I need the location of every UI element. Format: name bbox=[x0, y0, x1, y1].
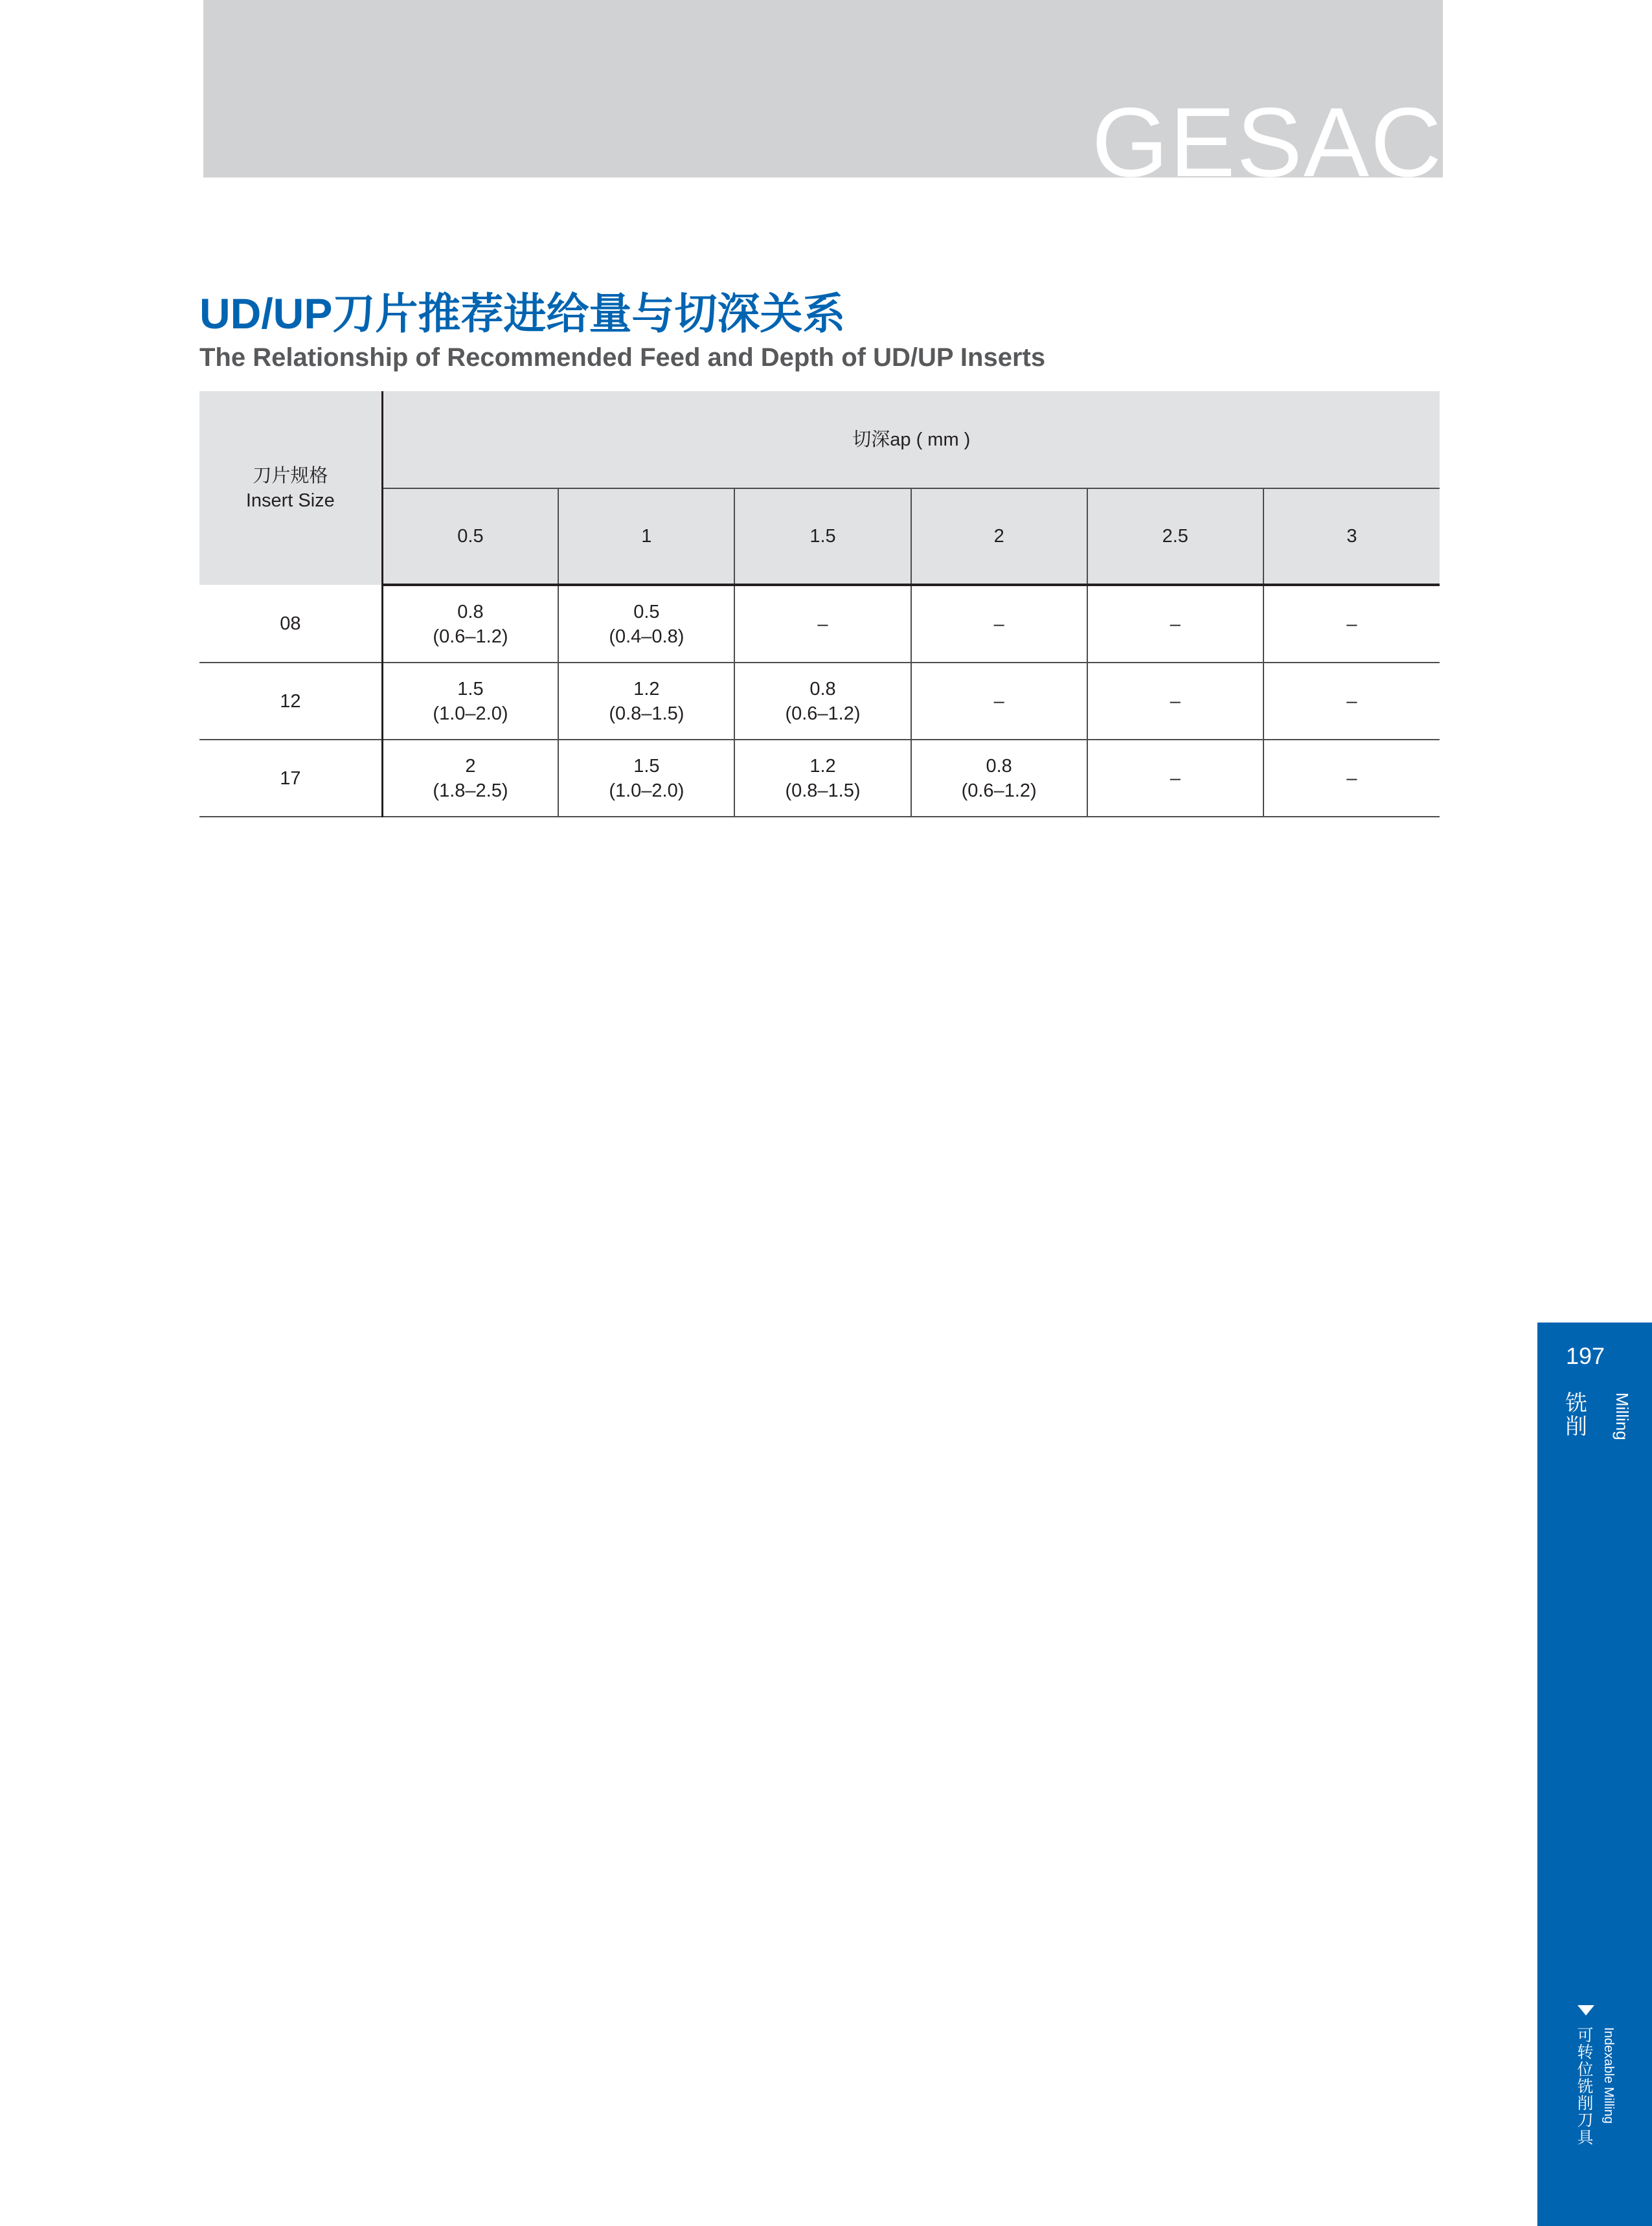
feed-range: (1.0–2.0) bbox=[433, 703, 508, 724]
feed-range: (0.6–1.2) bbox=[785, 703, 861, 724]
feed-range: (0.6–1.2) bbox=[961, 780, 1037, 801]
feed-depth-table bbox=[199, 391, 1440, 817]
feed-range: (0.6–1.2) bbox=[433, 626, 508, 647]
depth-values-row bbox=[199, 488, 1440, 585]
feed-cell bbox=[734, 585, 911, 663]
depth-col-header: 0.5 bbox=[382, 488, 558, 585]
feed-cell bbox=[734, 663, 911, 740]
feed-cell bbox=[1263, 585, 1440, 663]
insert-size-header-en: Insert Size bbox=[245, 490, 335, 511]
feed-range: (0.4–0.8) bbox=[609, 626, 685, 647]
feed-range: (1.0–2.0) bbox=[609, 780, 685, 801]
feed-value: – bbox=[1170, 767, 1181, 789]
feed-value: 2 bbox=[465, 755, 476, 777]
table-header-row bbox=[199, 391, 1440, 488]
header-banner bbox=[203, 0, 1443, 177]
feed-cell bbox=[382, 740, 558, 817]
feed-cell bbox=[558, 585, 734, 663]
feed-value: – bbox=[1346, 767, 1357, 789]
feed-range: (1.8–2.5) bbox=[433, 780, 508, 801]
insert-size-cell: 08 bbox=[199, 585, 382, 663]
depth-col-header: 2.5 bbox=[1087, 488, 1263, 585]
feed-value: – bbox=[1170, 613, 1181, 635]
feed-range: (0.8–1.5) bbox=[609, 703, 685, 724]
feed-cell bbox=[1263, 740, 1440, 817]
feed-cell bbox=[1087, 585, 1263, 663]
feed-cell bbox=[911, 663, 1087, 740]
feed-cell bbox=[911, 740, 1087, 817]
depth-header: 切深ap ( mm ) bbox=[382, 391, 1440, 488]
feed-cell bbox=[558, 663, 734, 740]
page-number: 197 bbox=[1566, 1343, 1605, 1369]
section-label-cn: 铣削 bbox=[1565, 1391, 1587, 1439]
feed-value: 1.2 bbox=[633, 678, 660, 699]
feed-cell bbox=[382, 663, 558, 740]
insert-size-header bbox=[199, 391, 382, 585]
feed-value: – bbox=[1346, 613, 1357, 635]
feed-value: – bbox=[1170, 690, 1181, 712]
feed-cell bbox=[734, 740, 911, 817]
feed-value: – bbox=[1346, 690, 1357, 712]
feed-value: 0.8 bbox=[809, 678, 836, 699]
table-row bbox=[199, 585, 1440, 663]
triangle-down-icon bbox=[1578, 2005, 1594, 2016]
depth-col-header: 1.5 bbox=[734, 488, 911, 585]
feed-value: 0.5 bbox=[633, 601, 660, 622]
feed-value: – bbox=[817, 613, 828, 635]
feed-value: 1.5 bbox=[633, 755, 660, 777]
brand-logo-text: GESAC bbox=[1091, 87, 1443, 177]
feed-value: 1.2 bbox=[809, 755, 836, 777]
depth-col-header: 2 bbox=[911, 488, 1087, 585]
feed-value: 0.8 bbox=[457, 601, 484, 622]
insert-size-cell: 17 bbox=[199, 740, 382, 817]
page-title-en: The Relationship of Recommended Feed and Depth of UD/UP Inserts bbox=[199, 343, 1046, 372]
subsection-label-en: Indexable Milling bbox=[1601, 2027, 1616, 2124]
feed-value: 0.8 bbox=[986, 755, 1012, 777]
section-label-en: Milling bbox=[1612, 1392, 1632, 1440]
feed-value: – bbox=[993, 690, 1004, 712]
feed-cell bbox=[382, 585, 558, 663]
feed-cell bbox=[1263, 663, 1440, 740]
feed-cell bbox=[911, 585, 1087, 663]
feed-range: (0.8–1.5) bbox=[785, 780, 861, 801]
section-sidebar bbox=[1537, 1323, 1652, 2226]
feed-cell bbox=[1087, 740, 1263, 817]
table-row bbox=[199, 663, 1440, 740]
feed-value: 1.5 bbox=[457, 678, 484, 699]
feed-value: – bbox=[993, 613, 1004, 635]
feed-cell bbox=[558, 740, 734, 817]
table-row bbox=[199, 740, 1440, 817]
feed-cell bbox=[1087, 663, 1263, 740]
insert-size-header-cn: 刀片规格 bbox=[253, 465, 328, 486]
depth-col-header: 1 bbox=[558, 488, 734, 585]
insert-size-cell: 12 bbox=[199, 663, 382, 740]
subsection-label-cn: 可转位铣削刀具 bbox=[1577, 2027, 1594, 2147]
page-title-cn: UD/UP刀片推荐进给量与切深关系 bbox=[199, 290, 846, 337]
depth-col-header: 3 bbox=[1263, 488, 1440, 585]
